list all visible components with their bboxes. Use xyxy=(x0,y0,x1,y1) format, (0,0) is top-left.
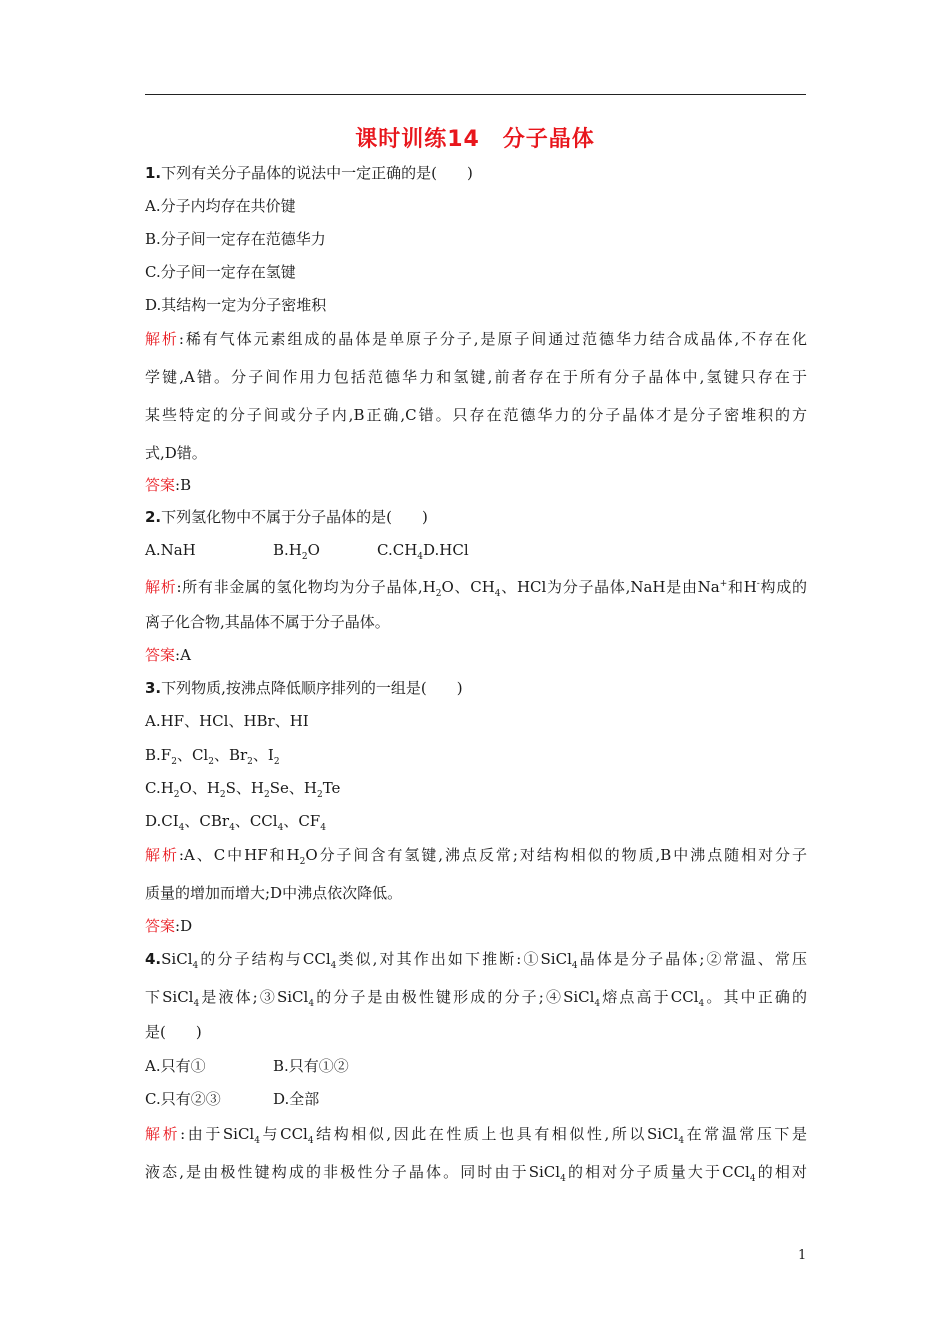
q2-option-a: A.NaH xyxy=(145,541,196,559)
q1-option-a: A.分子内均存在共价键 xyxy=(145,197,296,215)
q3-option-d: $D.CI_4$、CBr$_4$、CCl$_4$、$CF_4$ xyxy=(145,812,326,833)
q1-answer: 答案:B xyxy=(145,476,192,494)
question-4-stem: SiCl$_4$的分子结构与CCl$_4$类似,对其作出如下推断:①SiCl$_4$晶体是分子晶体;②常温、常压 xyxy=(161,950,807,971)
q4-options-row xyxy=(145,1056,807,1076)
question-2-stem: 下列氢化物中不属于分子晶体的是( ) xyxy=(161,508,428,526)
analysis-label: 解析 xyxy=(145,330,179,348)
q2-analysis-line: 解析:所有非金属的氢化物均为分子晶体$,H_2O$、$CH_4$、HCl为分子晶体,NaH是由Na+和H-构成的 xyxy=(145,578,807,599)
q4-option-d: D.全部 xyxy=(273,1090,320,1108)
q4-analysis-line: 液态,是由极性键构成的非极性分子晶体。同时由于SiCl$_4$的相对分子质量大于CCl$_4$的相对 xyxy=(145,1163,807,1184)
answer-label: 答案 xyxy=(145,476,176,494)
q1-option-b: B.分子间一定存在范德华力 xyxy=(145,230,326,248)
question-2: 2.下列氢化物中不属于分子晶体的是( ) xyxy=(145,508,428,526)
answer-label: 答案 xyxy=(145,917,176,935)
q2-option-c: $C.CH_4$ xyxy=(377,541,424,562)
q2-analysis-line: 离子化合物,其晶体不属于分子晶体。 xyxy=(145,613,390,631)
question-4-stem-line: 下SiCl$_4$是液体;③SiCl$_4$的分子是由极性键形成的分子;④SiCl$_4$熔点高于CCl$_4$。其中正确的 xyxy=(145,988,807,1009)
question-1: 1.下列有关分子晶体的说法中一定正确的是( ) xyxy=(145,164,473,182)
question-3: 3.下列物质,按沸点降低顺序排列的一组是( ) xyxy=(145,679,463,697)
q1-analysis-line: 解析:稀有气体元素组成的晶体是单原子分子,是原子间通过范德华力结合成晶体,不存在化 xyxy=(145,330,807,348)
q2-option-d: D.HCl xyxy=(423,541,469,559)
analysis-label: 解析 xyxy=(145,578,177,596)
analysis-label: 解析 xyxy=(145,846,179,864)
q3-option-b: $B.F_2$、$Cl_2$、$Br_2$、$I_2$ xyxy=(145,746,280,767)
q4-option-a: A.只有① xyxy=(145,1057,206,1075)
q2-answer: 答案:A xyxy=(145,646,191,664)
q2-options xyxy=(145,540,807,567)
header-rule xyxy=(145,94,806,95)
q3-option-a: A.HF、HCl、HBr、HI xyxy=(145,712,309,730)
q4-option-b: B.只有①② xyxy=(273,1057,349,1075)
answer-label: 答案 xyxy=(145,646,176,664)
q1-analysis-line: 某些特定的分子间或分子内,B正确,C错。只存在范德华力的分子晶体才是分子密堆积的方 xyxy=(145,406,807,424)
q4-options-row xyxy=(145,1089,807,1109)
q3-answer: 答案:D xyxy=(145,917,193,935)
q4-option-c: C.只有②③ xyxy=(145,1090,221,1108)
question-1-stem: 下列有关分子晶体的说法中一定正确的是( ) xyxy=(161,164,473,182)
analysis-label: 解析 xyxy=(145,1125,181,1143)
q3-analysis-line: 质量的增加而增大;D中沸点依次降低。 xyxy=(145,884,403,902)
q1-analysis-line: 学键,A错。分子间作用力包括范德华力和氢键,前者存在于所有分子晶体中,氢键只存在于 xyxy=(145,368,807,386)
q3-analysis-line: 解析:A、C中HF和$H_2O$分子间含有氢键,沸点反常;对结构相似的物质,B中沸点随相对分子 xyxy=(145,846,807,867)
question-3-stem: 下列物质,按沸点降低顺序排列的一组是( ) xyxy=(161,679,463,697)
q3-option-c: $C.H_2O$、$H_2S$、$H_2Se$、$H_2Te$ xyxy=(145,779,341,800)
question-4-stem-line: 是( ) xyxy=(145,1023,202,1041)
q1-analysis-line: 式,D错。 xyxy=(145,444,207,462)
q1-option-c: C.分子间一定存在氢键 xyxy=(145,263,296,281)
q2-option-b: $B.H_2O$ xyxy=(273,541,320,562)
q4-analysis-line: 解析:由于SiCl$_4$与CCl$_4$结构相似,因此在性质上也具有相似性,所以SiCl$_4$在常温常压下是 xyxy=(145,1125,807,1146)
q1-option-d: D.其结构一定为分子密堆积 xyxy=(145,296,327,314)
question-4: 4.SiCl$_4$的分子结构与CCl$_4$类似,对其作出如下推断:①SiCl$_4$晶体是分子晶体;②常温、常压 xyxy=(145,950,807,971)
page-number: 1 xyxy=(798,1248,807,1263)
page-title: 课时训练14 分子晶体 xyxy=(355,127,595,152)
